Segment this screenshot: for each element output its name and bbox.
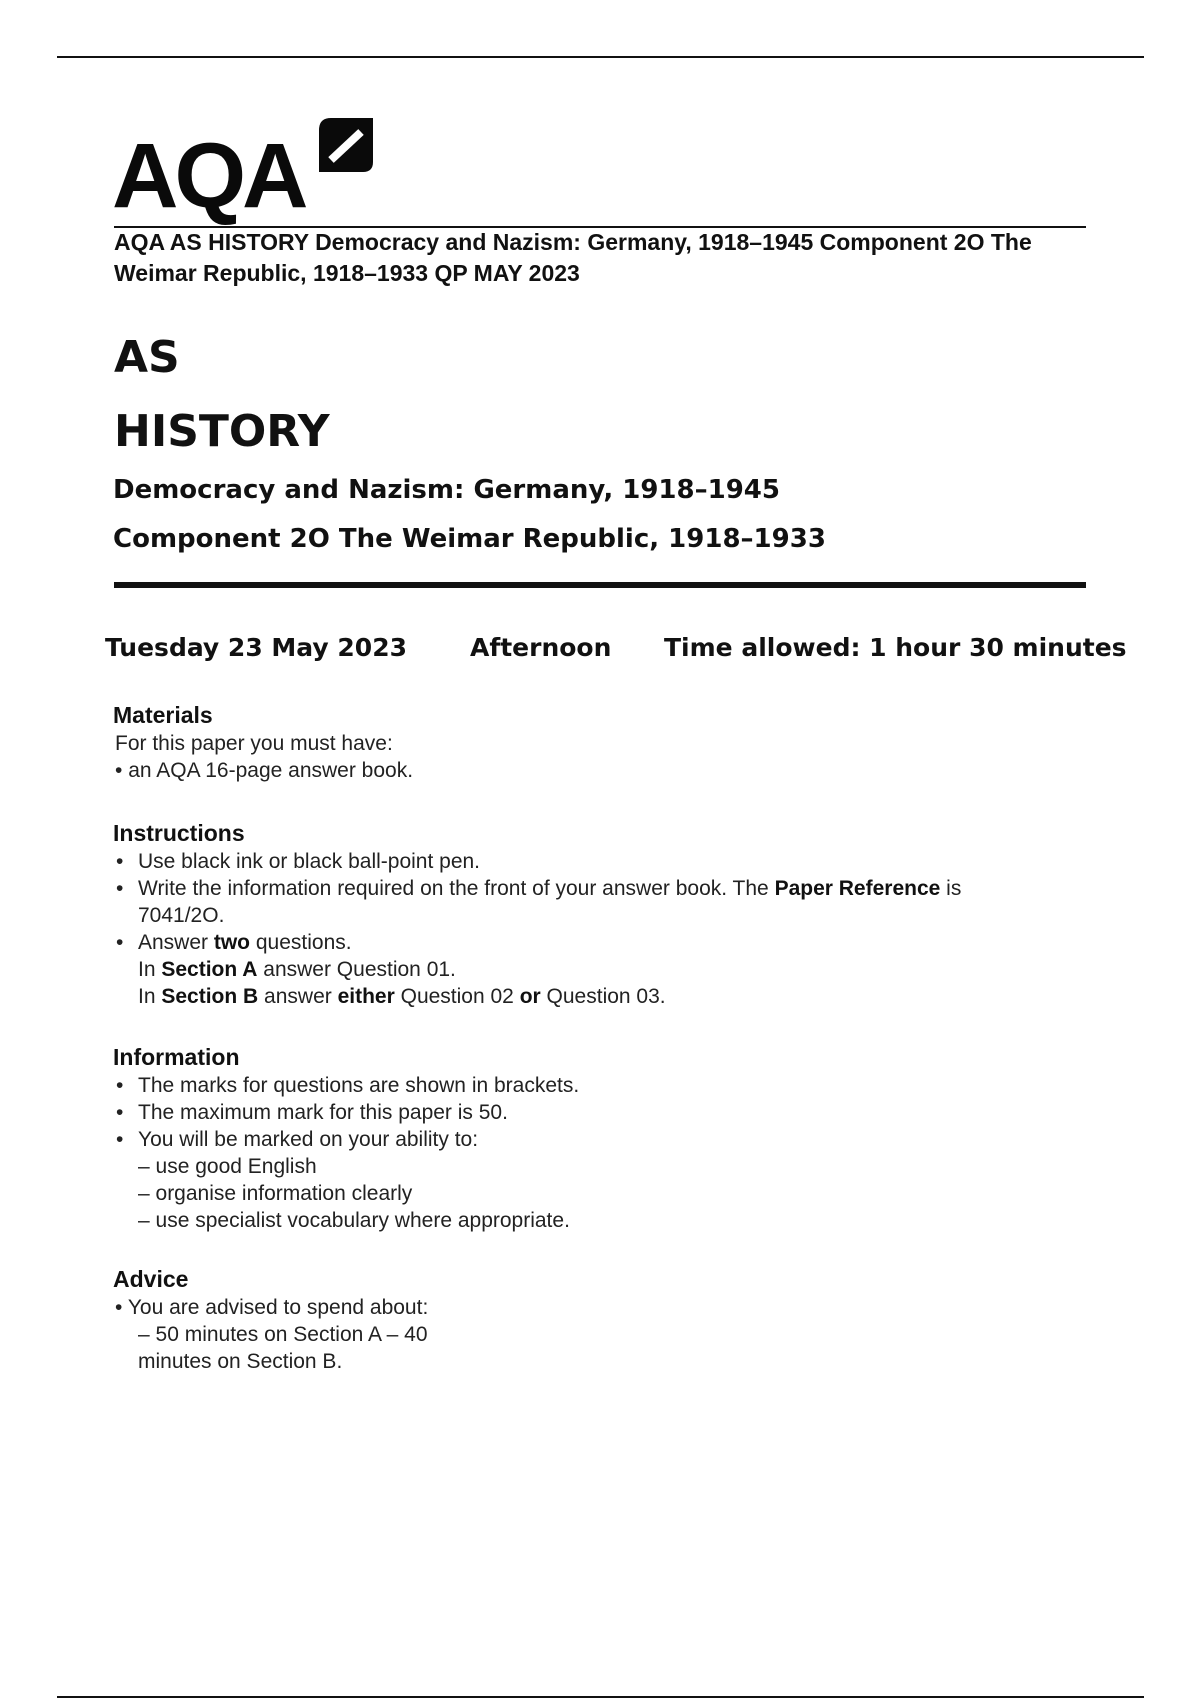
information-item: • You will be marked on your ability to: bbox=[116, 1128, 479, 1151]
materials-section bbox=[113, 700, 1073, 784]
instruction-item: • Use black ink or black ball-point pen. bbox=[116, 850, 481, 873]
aqa-logo bbox=[112, 112, 380, 227]
qualification-level: AS bbox=[114, 332, 180, 383]
instruction-item: • Answer two questions. In Section A answer Question 01. In Section B answer either Question 02 or Question 03. bbox=[116, 931, 666, 1008]
advice-section bbox=[113, 1264, 1073, 1375]
materials-intro: For this paper you must have: bbox=[115, 732, 393, 755]
information-section bbox=[113, 1042, 1073, 1234]
information-subitem: – use good English bbox=[138, 1155, 317, 1178]
component-title: Component 2O The Weimar Republic, 1918–1933 bbox=[113, 524, 826, 554]
materials-item: • an AQA 16-page answer book. bbox=[115, 759, 414, 782]
instructions-section bbox=[113, 818, 1073, 1010]
exam-time-allowed: Time allowed: 1 hour 30 minutes bbox=[664, 633, 1127, 662]
advice-subitem: minutes on Section B. bbox=[138, 1350, 343, 1373]
subject-title: HISTORY bbox=[114, 406, 330, 457]
title-rule bbox=[114, 582, 1086, 588]
bottom-border-rule bbox=[57, 1696, 1144, 1698]
exam-date: Tuesday 23 May 2023 bbox=[105, 633, 407, 662]
aqa-logo-mark-icon bbox=[317, 116, 375, 178]
information-subitem: – organise information clearly bbox=[138, 1182, 413, 1205]
document-header: AQA AS HISTORY Democracy and Nazism: Germany, 1918–1945 Component 2O The Weimar Republic, 1918–1933 QP MAY 2023 bbox=[114, 229, 1032, 286]
instruction-item: • Write the information required on the front of your answer book. The Paper Reference is 7041/2O. bbox=[116, 877, 962, 927]
information-subitem: – use specialist vocabulary where appropriate. bbox=[138, 1209, 570, 1232]
information-item: • The maximum mark for this paper is 50. bbox=[116, 1101, 508, 1124]
information-item: • The marks for questions are shown in brackets. bbox=[116, 1074, 580, 1097]
top-border-rule bbox=[57, 56, 1144, 58]
advice-item: • You are advised to spend about: bbox=[115, 1296, 429, 1319]
aqa-logo-text: AQA bbox=[112, 125, 305, 227]
information-heading: Information bbox=[113, 1044, 240, 1070]
paper-title: Democracy and Nazism: Germany, 1918–1945 bbox=[113, 475, 780, 505]
advice-heading: Advice bbox=[113, 1266, 189, 1292]
advice-subitem: – 50 minutes on Section A – 40 bbox=[138, 1323, 428, 1346]
materials-heading: Materials bbox=[113, 702, 213, 728]
exam-session: Afternoon bbox=[470, 633, 612, 662]
instructions-heading: Instructions bbox=[113, 820, 245, 846]
